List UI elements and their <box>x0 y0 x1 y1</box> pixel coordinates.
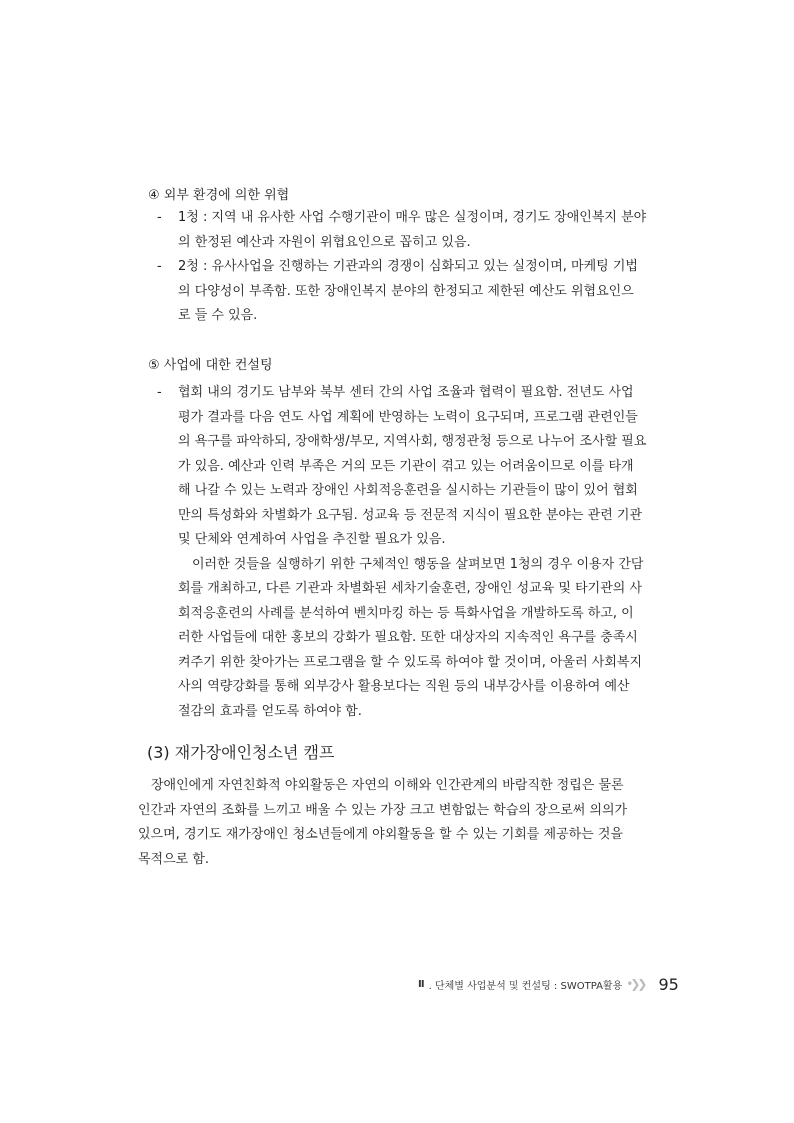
page-footer <box>418 973 679 995</box>
section-3-heading: (3) 재가장애인청소년 캠프 <box>147 743 335 762</box>
text-line: 협회 내의 경기도 남부와 북부 센터 간의 사업 조율과 협력이 필요함. 전년도 사업 <box>178 385 634 400</box>
section-3-body <box>138 774 668 872</box>
text-line: 의 욕구를 파악하되, 장애학생/부모, 지역사회, 행정관청 등으로 나누어 조사할 필요 <box>178 434 647 449</box>
running-title: . 단체별 사업분석 및 컨설팅 : SWOTPA활용 <box>428 980 623 992</box>
chapter-mark: Ⅱ <box>418 978 425 990</box>
text-line: 만의 특성화와 차별화가 요구됨. 성교육 등 전문적 지식이 필요한 분야는 관련 기관 <box>178 507 643 523</box>
section-4-heading: ④ 외부 환경에 의한 위협 <box>148 188 290 203</box>
section-5-body <box>157 381 667 724</box>
text-line: 회적응훈련의 사례를 분석하여 벤치마킹 하는 등 특화사업을 개발하도록 하고, 이 <box>178 605 634 621</box>
text-line: 의 다양성이 부족함. 또한 장애인복지 분야의 한정되고 제한된 예산도 위협요인으 <box>178 283 634 299</box>
section-5-heading: ⑤ 사업에 대한 컨설팅 <box>148 358 273 373</box>
text-line: 의 한정된 예산과 자원이 위협요인으로 꼽히고 있음. <box>178 234 471 250</box>
text-line: 장애인에게 자연친화적 야외활동은 자연의 이해와 인간관계의 바람직한 정립은 물론 <box>151 778 624 793</box>
text-line: 이러한 것들을 실행하기 위한 구체적인 행동을 살펴보면 1청의 경우 이용자 간담 <box>192 556 644 572</box>
bullet-dash: - <box>157 259 162 274</box>
text-line: 있으며, 경기도 재가장애인 청소년들에게 야외활동을 할 수 있는 기회를 제공하는 것을 <box>138 827 623 842</box>
text-line: 사의 역량강화를 통해 외부강사 활용보다는 직원 등의 내부강사를 이용하여 예산 <box>178 679 630 694</box>
section-4-item-2 <box>157 255 667 329</box>
page-number: 95 <box>658 974 679 994</box>
bullet-dash: - <box>157 210 162 225</box>
text-line: 1청 : 지역 내 유사한 사업 수행기관이 매우 많은 실정이며, 경기도 장애인복지 분야 <box>178 210 647 225</box>
text-line: 러한 사업들에 대한 홍보의 강화가 필요함. 또한 대상자의 지속적인 욕구를 충족시 <box>178 630 638 645</box>
text-line: 로 들 수 있음. <box>178 308 258 323</box>
text-line: 2청 : 유사사업을 진행하는 기관과의 경쟁이 심화되고 있는 실정이며, 마케팅 기법 <box>178 259 638 274</box>
chevron-right-icon: •❯❯ <box>626 977 645 991</box>
text-line: 켜주기 위한 찾아가는 프로그램을 할 수 있도록 하여야 할 것이며, 아울러 사회복지 <box>178 654 643 670</box>
text-line: 인간과 자연의 조화를 느끼고 배울 수 있는 가장 크고 변함없는 학습의 장으로써 의의가 <box>138 802 628 818</box>
text-line: 절감의 효과를 얻도록 하여야 함. <box>178 703 362 719</box>
text-line: 및 단체와 연계하여 사업을 추진할 필요가 있음. <box>178 532 446 547</box>
text-line: 목적으로 함. <box>138 851 210 867</box>
text-line: 평가 결과를 다음 연도 사업 계획에 반영하는 노력이 요구되며, 프로그램 관련인들 <box>178 409 638 425</box>
bullet-dash: - <box>157 385 162 400</box>
text-line: 회를 개최하고, 다른 기관과 차별화된 세차기술훈련, 장애인 성교육 및 타기관의 사 <box>178 581 643 596</box>
section-4-item-1 <box>157 206 667 255</box>
text-line: 가 있음. 예산과 인력 부족은 거의 모든 기관이 겪고 있는 어려움이므로 이를 타개 <box>178 458 634 474</box>
text-line: 해 나갈 수 있는 노력과 장애인 사회적응훈련을 실시하는 기관들이 많이 있어 협회 <box>178 483 638 498</box>
